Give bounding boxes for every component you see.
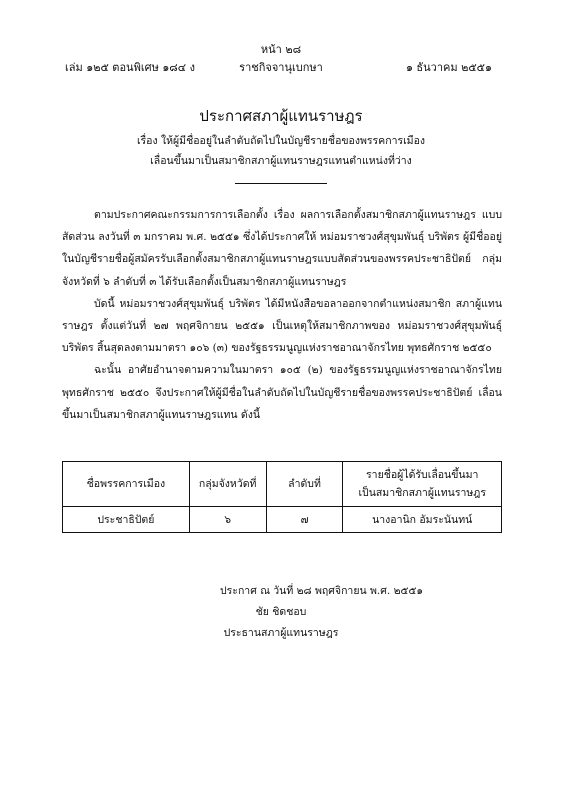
announcement-subject-line2: เลื่อนขึ้นมาเป็นสมาชิกสภาผู้แทนราษฎรแทนตำแหน่งที่ว่าง bbox=[150, 155, 412, 167]
header-name-line2: เป็นสมาชิกสภาผู้แทนราษฎร bbox=[358, 487, 486, 499]
header-province-group: กลุ่มจังหวัดที่ bbox=[189, 462, 266, 507]
cell-province-group: ๖ bbox=[189, 507, 266, 533]
gazette-date: ๑ ธันวาคม ๒๕๕๑ bbox=[405, 61, 492, 74]
table-header-row bbox=[63, 462, 502, 507]
header-name bbox=[343, 462, 502, 507]
body-paragraph-3: ฉะนั้น อาศัยอำนาจตามความในมาตรา ๑๐๕ (๒) ของรัฐธรรมนูญแห่งราชอาณาจักรไทย พุทธศักราช ๒๕๕๐ จึงประกาศให้ผู้มีชื่อในลำดับถัดไปในบัญชีรายชื่อของพรรคประชาธิปัตย์ เลื่อนขึ้นมาเป็นสมาชิกสภาผู้แทนราษฎรแทน ดังนี้ bbox=[62, 364, 502, 421]
title-divider bbox=[235, 183, 327, 184]
gazette-volume: เล่ม ๑๒๕ ตอนพิเศษ ๑๘๔ ง bbox=[65, 61, 195, 74]
announcement-subject-line1: เรื่อง ให้ผู้มีชื่ออยู่ในลำดับถัดไปในบัญชีรายชื่อของพรรคการเมือง bbox=[136, 135, 426, 147]
header-order: ลำดับที่ bbox=[266, 462, 343, 507]
header-name-line1: รายชื่อผู้ได้รับเลื่อนขึ้นมา bbox=[366, 469, 479, 481]
cell-name: นางอานิก อัมระนันทน์ bbox=[343, 507, 502, 533]
replacement-table bbox=[62, 461, 502, 533]
cell-party: ประชาธิปัตย์ bbox=[63, 507, 190, 533]
body-paragraph-1: ตามประกาศคณะกรรมการการเลือกตั้ง เรื่อง ผลการเลือกตั้งสมาชิกสภาผู้แทนราษฎร แบบสัดส่วน ลงวันที่ ๓ มกราคม พ.ศ. ๒๕๕๑ ซึ่งได้ประกาศให้ หม่อมราชวงศ์สุขุมพันธุ์ บริพัตร ผู้มีชื่ออยู่ในบัญชีรายชื่อผู้สมัครรับเลือกตั้งสมาชิกสภาผู้แทนราษฎรแบบสัดส่วนของพรรคประชาธิปัตย์ กลุ่มจังหวัดที่ ๖ ลำดับที่ ๓ ได้รับเลือกตั้งเป็นสมาชิกสภาผู้แทนราษฎร bbox=[62, 209, 502, 288]
announcement-title: ประกาศสภาผู้แทนราษฎร bbox=[199, 107, 363, 125]
signature-date-line: ประกาศ ณ วันที่ ๒๘ พฤศจิกายน พ.ศ. ๒๕๕๑ bbox=[220, 585, 424, 597]
cell-order: ๗ bbox=[266, 507, 343, 533]
signatory-name: ชัย ชิดชอบ bbox=[255, 606, 307, 618]
header-party: ชื่อพรรคการเมือง bbox=[63, 462, 190, 507]
page-number: หน้า ๒๘ bbox=[260, 43, 302, 56]
announcement-body bbox=[62, 204, 502, 426]
body-paragraph-2: บัดนี้ หม่อมราชวงศ์สุขุมพันธุ์ บริพัตร ได้มีหนังสือขอลาออกจากตำแหน่งสมาชิก สภาผู้แทนราษฎร ตั้งแต่วันที่ ๒๗ พฤศจิกายน ๒๕๕๑ เป็นเหตุให้สมาชิกภาพของ หม่อมราชวงศ์สุขุมพันธุ์ บริพัตร สิ้นสุดลงตามมาตรา ๑๐๖ (๓) ของรัฐธรรมนูญแห่งราชอาณาจักรไทย พุทธศักราช ๒๕๕๐ bbox=[62, 297, 502, 355]
table-row bbox=[63, 507, 502, 533]
gazette-name: ราชกิจจานุเบกษา bbox=[239, 61, 323, 74]
signatory-position: ประธานสภาผู้แทนราษฎร bbox=[223, 627, 339, 639]
